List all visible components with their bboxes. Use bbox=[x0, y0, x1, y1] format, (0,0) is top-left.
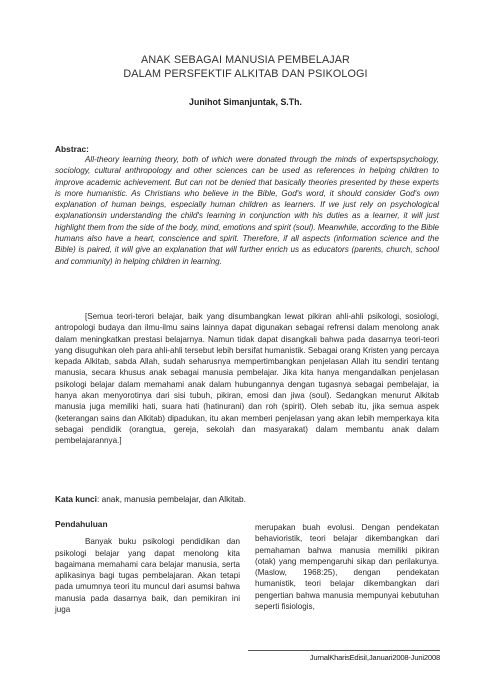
body-paragraph-left: Banyak buku psikologi pendidikan dan psikologi belajar yang dapat menolong kita bagaimana memahami cara belajar manusia, serta aplikasinya bagi tugas pembelajaran. Akan tetapi pada umumnya teori itu muncul dari asumsi bahwa manusia pada dasarnya baik, dan pemikiran ini juga bbox=[55, 537, 240, 615]
abstract-label: Abstrac: bbox=[55, 144, 89, 154]
body-paragraph-right: merupakan buah evolusi. Dengan pendekatan behavioristik, teori belajar dikembangkan dari pemahaman bahwa manusia memiliki pikiran (otak) yang mempengaruhi sikap dan perilakunya. (Maslow, 1968:25), dengan pendekatan humanistik, teori belajar dikembangkan dari pengertian bahwa manusia mempunyai kebutuhan seperti fisiologis, bbox=[255, 523, 439, 612]
title-line-2: DALAM PERSFEKTIF ALKITAB DAN PSIKOLOGI bbox=[123, 68, 368, 80]
abstract-english: All-theory learning theory, both of which were donated through the minds of expertspsychology, sociology, cultural anthropology and other sciences can be used as references in helping children to improve academic achievement. But can not be denied that basically theories presented by these experts is more humanistic. As Christians who believe in the Bible, God's word, it should consider God's own explanation of human beings, especially human children as learners. If we just rely on psychological explanationsin understanding the child's learning in conjunction with his duties as a learner, it will just highlight them from the side of the body, mind, emotions and spirit (soul). Meanwhile, according to the Bible humans also have a heart, conscience and spirit. Therefore, if all aspects (information science and the Bible) is paired, it will give an explanation that will further enrich us as educators (parents, church, school and community) in helping children in learning. bbox=[55, 155, 439, 266]
body-column-left bbox=[55, 519, 240, 615]
footer-divider bbox=[248, 650, 440, 651]
body-column-right bbox=[255, 522, 439, 612]
footer-journal-info: JurnalKharisEdisiI,Januari2008-Juni2008 bbox=[309, 653, 440, 662]
title-line-1: ANAK SEBAGAI MANUSIA PEMBELAJAR bbox=[141, 54, 350, 66]
section-heading: Pendahuluan bbox=[55, 519, 108, 529]
keywords bbox=[55, 494, 439, 504]
author-name: Junihot Simanjuntak, S.Th. bbox=[189, 97, 302, 107]
keywords-text: : anak, manusia pembelajar, dan Alkitab. bbox=[96, 494, 246, 504]
keywords-label: Kata kunci bbox=[55, 494, 97, 504]
abstract-indonesian: [Semua teori-terori belajar, baik yang disumbangkan lewat pikiran ahli-ahli psikologi, sosiologi, antropologi budaya dan ilmu-ilmu sains lainnya dapat digunakan sebagai refrensi dalam menolong anak dalam meningkatkan prestasi belajarnya. Namun tidak dapat disangkali bahwa pada dasarnya teori-teori yang disuguhkan oleh para ahli-ahli tersebut lebih bersifat humanistik. Sebagai orang Kristen yang percaya kepada Alkitab, sabda Allah, sudah seharusnya mempertimbangkan penjelasan Allah itu sendiri tentang manusia, secara khusus anak sebagai manusia pembelajar. Jika kita hanya mengandalkan penjelasan psikologi belajar dalam memahami anak dalam hubungannya dengan tugasnya sebagai pembelajar, ia hanya akan menyorotinya dari sisi tubuh, pikiran, emosi dan jiwa (soul). Sedangkan menurut Alkitab manusia juga memiliki hati, suara hati (hatinurani) dan roh (spirit). Oleh sebab itu, jika semua aspek (keterangan sains dan Alkitab) dipadukan, itu akan memberi penjelasan yang akan lebih memperkaya kita sebagai pendidik (orangtua, gereja, sekolah dan masyarakat) dalam membantu anak dalam pembelajarannya.] bbox=[55, 312, 439, 446]
article-title bbox=[40, 53, 451, 81]
